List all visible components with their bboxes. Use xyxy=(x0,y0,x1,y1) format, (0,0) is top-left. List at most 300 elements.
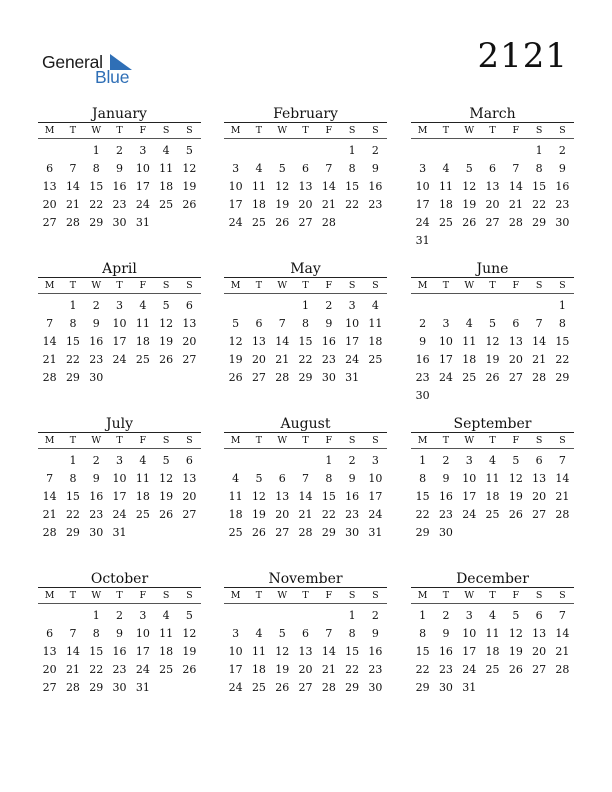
weekday-label: W xyxy=(464,280,475,291)
weekday-label: F xyxy=(325,590,333,601)
day-cell: 15 xyxy=(345,180,360,193)
day-cell: 21 xyxy=(65,198,80,211)
weekday-label: M xyxy=(44,280,55,291)
day-cell: 23 xyxy=(89,353,104,366)
day-cell: 18 xyxy=(251,198,266,211)
day-cell: 10 xyxy=(228,645,243,658)
day-cell: 20 xyxy=(251,353,266,366)
day-cell: 16 xyxy=(438,645,453,658)
day-cell: 16 xyxy=(438,490,453,503)
day-cell-empty xyxy=(271,142,294,160)
day-cell: 29 xyxy=(415,526,430,539)
day-cell: 5 xyxy=(465,162,473,175)
day-cell: 9 xyxy=(371,627,379,640)
day-cell: 13 xyxy=(298,645,313,658)
day-cell: 15 xyxy=(298,335,313,348)
day-cell: 10 xyxy=(112,472,127,485)
weekday-label: S xyxy=(372,590,379,601)
day-cell: 10 xyxy=(135,162,150,175)
day-cell: 9 xyxy=(348,472,356,485)
day-cell: 30 xyxy=(368,681,383,694)
weekday-label: S xyxy=(162,280,170,291)
day-cell: 20 xyxy=(42,663,57,676)
day-cell: 20 xyxy=(485,198,500,211)
day-cell: 11 xyxy=(159,162,174,175)
day-cell: 25 xyxy=(159,198,174,211)
month-name: December xyxy=(456,571,529,587)
weekday-label: S xyxy=(162,435,170,446)
weekday-label: F xyxy=(139,280,147,291)
day-cell: 5 xyxy=(489,317,497,330)
day-cell-empty xyxy=(61,142,84,160)
day-cell: 18 xyxy=(462,353,477,366)
day-cell: 25 xyxy=(251,216,266,229)
day-cell: 31 xyxy=(135,681,150,694)
day-cell: 30 xyxy=(438,681,453,694)
day-cell: 17 xyxy=(462,645,477,658)
weekday-label: S xyxy=(535,435,543,446)
day-cell: 9 xyxy=(325,317,333,330)
day-cell: 14 xyxy=(321,645,336,658)
weekday-label: S xyxy=(559,435,566,446)
weekday-label: M xyxy=(417,125,428,136)
day-cell: 17 xyxy=(345,335,360,348)
day-cell: 18 xyxy=(438,198,453,211)
day-cell: 27 xyxy=(298,216,313,229)
day-cell: 10 xyxy=(438,335,453,348)
month-november xyxy=(224,571,387,697)
day-cell: 28 xyxy=(321,681,336,694)
day-cell-empty xyxy=(224,142,247,160)
weekday-label: T xyxy=(255,435,263,446)
day-cell: 26 xyxy=(159,508,174,521)
day-cell: 3 xyxy=(139,144,147,157)
weekday-label: T xyxy=(302,125,309,136)
day-cell: 11 xyxy=(462,335,477,348)
day-cell-empty xyxy=(434,297,457,315)
month-name: March xyxy=(469,106,516,122)
day-cell: 7 xyxy=(302,472,310,485)
day-cell: 21 xyxy=(555,490,570,503)
weekday-label: S xyxy=(162,125,170,136)
day-cell: 19 xyxy=(275,198,290,211)
day-cell: 26 xyxy=(275,681,290,694)
day-cell: 8 xyxy=(348,162,356,175)
month-name: February xyxy=(273,106,338,122)
day-grid xyxy=(38,607,201,697)
day-cell: 12 xyxy=(182,627,197,640)
day-cell: 12 xyxy=(159,317,174,330)
weekday-header xyxy=(38,588,201,603)
day-cell: 4 xyxy=(139,299,147,312)
day-cell: 8 xyxy=(92,162,100,175)
weekday-label: S xyxy=(559,280,566,291)
day-cell: 13 xyxy=(42,180,57,193)
day-cell: 13 xyxy=(532,472,547,485)
day-cell: 7 xyxy=(69,627,77,640)
day-cell: 26 xyxy=(182,198,197,211)
day-cell: 6 xyxy=(535,609,543,622)
day-grid xyxy=(224,452,387,542)
day-cell: 4 xyxy=(162,144,170,157)
day-cell: 5 xyxy=(185,144,193,157)
day-cell: 17 xyxy=(415,198,430,211)
day-cell: 20 xyxy=(275,508,290,521)
day-cell: 1 xyxy=(348,609,356,622)
day-cell: 26 xyxy=(508,663,523,676)
day-cell: 8 xyxy=(325,472,333,485)
day-cell: 26 xyxy=(228,371,243,384)
day-grid xyxy=(224,297,387,387)
day-cell-empty xyxy=(224,297,247,315)
day-cell: 28 xyxy=(42,371,57,384)
day-cell: 17 xyxy=(462,490,477,503)
weekday-label: M xyxy=(417,280,428,291)
day-cell: 21 xyxy=(65,663,80,676)
weekday-label: T xyxy=(116,590,123,601)
logo-word-blue: Blue xyxy=(95,67,130,87)
day-cell: 22 xyxy=(65,508,80,521)
day-cell: 6 xyxy=(185,299,193,312)
day-cell: 9 xyxy=(92,472,100,485)
day-cell: 6 xyxy=(535,454,543,467)
day-cell: 27 xyxy=(42,216,57,229)
day-cell-empty xyxy=(224,607,247,625)
day-cell: 5 xyxy=(162,299,170,312)
weekday-label: F xyxy=(139,590,147,601)
day-cell: 26 xyxy=(182,663,197,676)
day-cell: 9 xyxy=(558,162,566,175)
weekday-label: T xyxy=(302,280,309,291)
day-cell: 25 xyxy=(159,663,174,676)
day-cell: 11 xyxy=(159,627,174,640)
day-cell: 15 xyxy=(321,490,336,503)
day-cell: 17 xyxy=(135,180,150,193)
weekday-label: M xyxy=(44,435,55,446)
weekday-label: T xyxy=(69,590,77,601)
day-cell: 19 xyxy=(462,198,477,211)
day-cell-empty xyxy=(504,297,527,315)
day-cell: 7 xyxy=(46,317,54,330)
day-cell: 1 xyxy=(325,454,333,467)
day-cell: 24 xyxy=(438,371,453,384)
day-grid xyxy=(38,452,201,542)
month-rule-bottom xyxy=(224,138,387,139)
day-cell-empty xyxy=(481,142,504,160)
day-cell: 9 xyxy=(371,162,379,175)
weekday-label: T xyxy=(442,590,450,601)
weekday-label: S xyxy=(162,590,170,601)
day-cell: 2 xyxy=(348,454,356,467)
day-cell: 16 xyxy=(89,335,104,348)
day-cell: 28 xyxy=(298,526,313,539)
day-cell: 29 xyxy=(555,371,570,384)
day-cell: 24 xyxy=(112,353,127,366)
day-cell: 1 xyxy=(69,454,77,467)
day-cell: 10 xyxy=(462,627,477,640)
day-cell: 28 xyxy=(532,371,547,384)
day-cell: 3 xyxy=(442,317,450,330)
day-cell: 17 xyxy=(368,490,383,503)
day-cell: 4 xyxy=(139,454,147,467)
day-cell: 12 xyxy=(182,162,197,175)
day-cell: 22 xyxy=(345,198,360,211)
weekday-label: W xyxy=(277,590,288,601)
day-cell: 18 xyxy=(135,335,150,348)
day-cell: 4 xyxy=(442,162,450,175)
day-cell: 4 xyxy=(371,299,379,312)
day-cell: 2 xyxy=(371,609,379,622)
day-cell: 22 xyxy=(89,198,104,211)
day-cell: 23 xyxy=(112,198,127,211)
day-cell-empty xyxy=(458,142,481,160)
day-grid xyxy=(411,297,574,405)
day-cell: 13 xyxy=(42,645,57,658)
day-cell-empty xyxy=(38,607,61,625)
day-cell: 15 xyxy=(555,335,570,348)
day-cell: 3 xyxy=(139,609,147,622)
day-cell: 25 xyxy=(485,508,500,521)
weekday-label: W xyxy=(464,125,475,136)
day-cell: 2 xyxy=(116,144,124,157)
day-cell: 26 xyxy=(485,371,500,384)
weekday-label: T xyxy=(255,590,263,601)
day-cell: 14 xyxy=(275,335,290,348)
day-cell: 31 xyxy=(368,526,383,539)
month-name: June xyxy=(476,261,509,277)
day-cell: 9 xyxy=(419,335,427,348)
day-cell: 24 xyxy=(135,198,150,211)
day-cell: 7 xyxy=(278,317,286,330)
weekday-label: S xyxy=(535,590,543,601)
day-cell: 17 xyxy=(135,645,150,658)
day-cell: 7 xyxy=(535,317,543,330)
day-cell: 27 xyxy=(508,371,523,384)
day-cell: 22 xyxy=(415,663,430,676)
day-cell: 5 xyxy=(162,454,170,467)
day-cell: 12 xyxy=(508,627,523,640)
day-cell: 24 xyxy=(135,663,150,676)
day-cell: 26 xyxy=(508,508,523,521)
day-cell: 7 xyxy=(46,472,54,485)
day-cell: 27 xyxy=(275,526,290,539)
day-cell: 15 xyxy=(415,490,430,503)
day-cell-empty xyxy=(458,297,481,315)
day-cell: 18 xyxy=(135,490,150,503)
weekday-label: T xyxy=(255,280,263,291)
day-cell-empty xyxy=(271,452,294,470)
day-cell: 12 xyxy=(508,472,523,485)
day-cell: 23 xyxy=(368,198,383,211)
day-cell: 9 xyxy=(442,627,450,640)
day-cell: 6 xyxy=(302,627,310,640)
day-cell-empty xyxy=(247,297,270,315)
day-cell: 13 xyxy=(532,627,547,640)
month-october xyxy=(38,571,201,697)
day-cell-empty xyxy=(224,452,247,470)
day-cell: 14 xyxy=(555,472,570,485)
weekday-header xyxy=(224,588,387,603)
day-cell: 28 xyxy=(321,216,336,229)
day-cell: 23 xyxy=(415,371,430,384)
day-cell: 25 xyxy=(462,371,477,384)
weekday-label: W xyxy=(277,125,288,136)
day-cell: 16 xyxy=(415,353,430,366)
day-cell: 14 xyxy=(298,490,313,503)
day-cell: 24 xyxy=(462,663,477,676)
day-cell: 2 xyxy=(558,144,566,157)
day-cell: 13 xyxy=(275,490,290,503)
day-cell: 6 xyxy=(185,454,193,467)
day-cell-empty xyxy=(271,607,294,625)
day-cell: 23 xyxy=(89,508,104,521)
day-cell: 28 xyxy=(275,371,290,384)
day-cell: 11 xyxy=(485,627,500,640)
day-cell: 27 xyxy=(532,508,547,521)
weekday-label: M xyxy=(230,590,241,601)
day-cell-empty xyxy=(271,297,294,315)
day-cell: 15 xyxy=(65,490,80,503)
day-cell: 25 xyxy=(485,663,500,676)
day-cell: 5 xyxy=(185,609,193,622)
day-grid xyxy=(38,142,201,232)
day-cell: 21 xyxy=(321,663,336,676)
weekday-label: T xyxy=(116,125,123,136)
day-cell: 29 xyxy=(345,681,360,694)
day-cell: 25 xyxy=(135,508,150,521)
day-cell: 20 xyxy=(182,335,197,348)
weekday-header xyxy=(38,278,201,293)
weekday-label: W xyxy=(277,435,288,446)
weekday-label: M xyxy=(417,590,428,601)
day-cell: 3 xyxy=(419,162,427,175)
day-cell: 22 xyxy=(345,663,360,676)
weekday-label: S xyxy=(186,590,193,601)
day-cell: 12 xyxy=(251,490,266,503)
day-cell: 27 xyxy=(532,663,547,676)
day-cell: 22 xyxy=(321,508,336,521)
weekday-label: T xyxy=(116,280,123,291)
weekday-label: F xyxy=(512,280,520,291)
generalblue-logo xyxy=(42,50,142,90)
day-cell: 19 xyxy=(485,353,500,366)
day-cell: 15 xyxy=(89,645,104,658)
weekday-header xyxy=(224,123,387,138)
day-cell: 8 xyxy=(69,317,77,330)
day-cell: 4 xyxy=(489,609,497,622)
day-cell: 29 xyxy=(65,526,80,539)
day-cell: 14 xyxy=(555,627,570,640)
weekday-label: S xyxy=(372,435,379,446)
weekday-label: T xyxy=(442,280,450,291)
day-cell: 19 xyxy=(159,335,174,348)
day-cell: 8 xyxy=(92,627,100,640)
day-cell: 16 xyxy=(555,180,570,193)
day-cell: 15 xyxy=(532,180,547,193)
day-cell: 26 xyxy=(251,526,266,539)
day-cell: 1 xyxy=(558,299,566,312)
weekday-label: T xyxy=(116,435,123,446)
day-cell: 18 xyxy=(159,645,174,658)
day-cell: 1 xyxy=(302,299,310,312)
day-cell-empty xyxy=(434,142,457,160)
day-cell: 9 xyxy=(116,162,124,175)
day-cell: 10 xyxy=(462,472,477,485)
day-cell: 12 xyxy=(462,180,477,193)
weekday-label: S xyxy=(186,435,193,446)
month-august xyxy=(224,416,387,542)
day-cell: 30 xyxy=(112,681,127,694)
day-cell: 7 xyxy=(325,162,333,175)
day-cell: 9 xyxy=(442,472,450,485)
month-may xyxy=(224,261,387,387)
weekday-label: M xyxy=(44,590,55,601)
month-name: May xyxy=(290,261,321,277)
day-cell: 16 xyxy=(368,645,383,658)
day-cell: 19 xyxy=(275,663,290,676)
weekday-header xyxy=(411,123,574,138)
day-cell: 10 xyxy=(112,317,127,330)
day-cell-empty xyxy=(247,607,270,625)
weekday-label: F xyxy=(325,435,333,446)
month-rule-bottom xyxy=(411,448,574,449)
day-cell-empty xyxy=(38,452,61,470)
weekday-label: S xyxy=(348,280,356,291)
day-cell: 18 xyxy=(485,490,500,503)
weekday-header xyxy=(38,433,201,448)
weekday-label: M xyxy=(230,280,241,291)
day-cell: 16 xyxy=(345,490,360,503)
day-cell: 30 xyxy=(555,216,570,229)
day-cell: 5 xyxy=(512,609,520,622)
day-cell: 1 xyxy=(69,299,77,312)
weekday-label: S xyxy=(535,125,543,136)
day-cell: 21 xyxy=(508,198,523,211)
weekday-label: S xyxy=(348,590,356,601)
day-cell-empty xyxy=(247,142,270,160)
weekday-label: T xyxy=(302,435,309,446)
day-cell: 19 xyxy=(508,490,523,503)
logo-word-general: General xyxy=(42,52,103,72)
day-cell: 27 xyxy=(182,508,197,521)
day-cell-empty xyxy=(411,142,434,160)
day-cell: 3 xyxy=(371,454,379,467)
day-cell: 14 xyxy=(508,180,523,193)
day-cell: 12 xyxy=(159,472,174,485)
weekday-header xyxy=(411,588,574,603)
day-cell: 27 xyxy=(182,353,197,366)
day-cell: 28 xyxy=(65,216,80,229)
day-cell: 16 xyxy=(112,645,127,658)
day-cell: 18 xyxy=(251,663,266,676)
weekday-label: S xyxy=(348,435,356,446)
day-cell: 22 xyxy=(555,353,570,366)
day-cell: 28 xyxy=(65,681,80,694)
day-cell: 10 xyxy=(415,180,430,193)
month-rule-bottom xyxy=(38,293,201,294)
weekday-label: T xyxy=(442,125,450,136)
day-cell: 6 xyxy=(302,162,310,175)
day-cell: 6 xyxy=(489,162,497,175)
day-cell: 30 xyxy=(415,389,430,402)
day-cell: 8 xyxy=(558,317,566,330)
day-cell: 6 xyxy=(46,162,54,175)
month-name: July xyxy=(105,416,133,432)
weekday-header xyxy=(411,278,574,293)
day-cell: 21 xyxy=(42,508,57,521)
day-cell: 25 xyxy=(135,353,150,366)
day-cell-empty xyxy=(38,142,61,160)
